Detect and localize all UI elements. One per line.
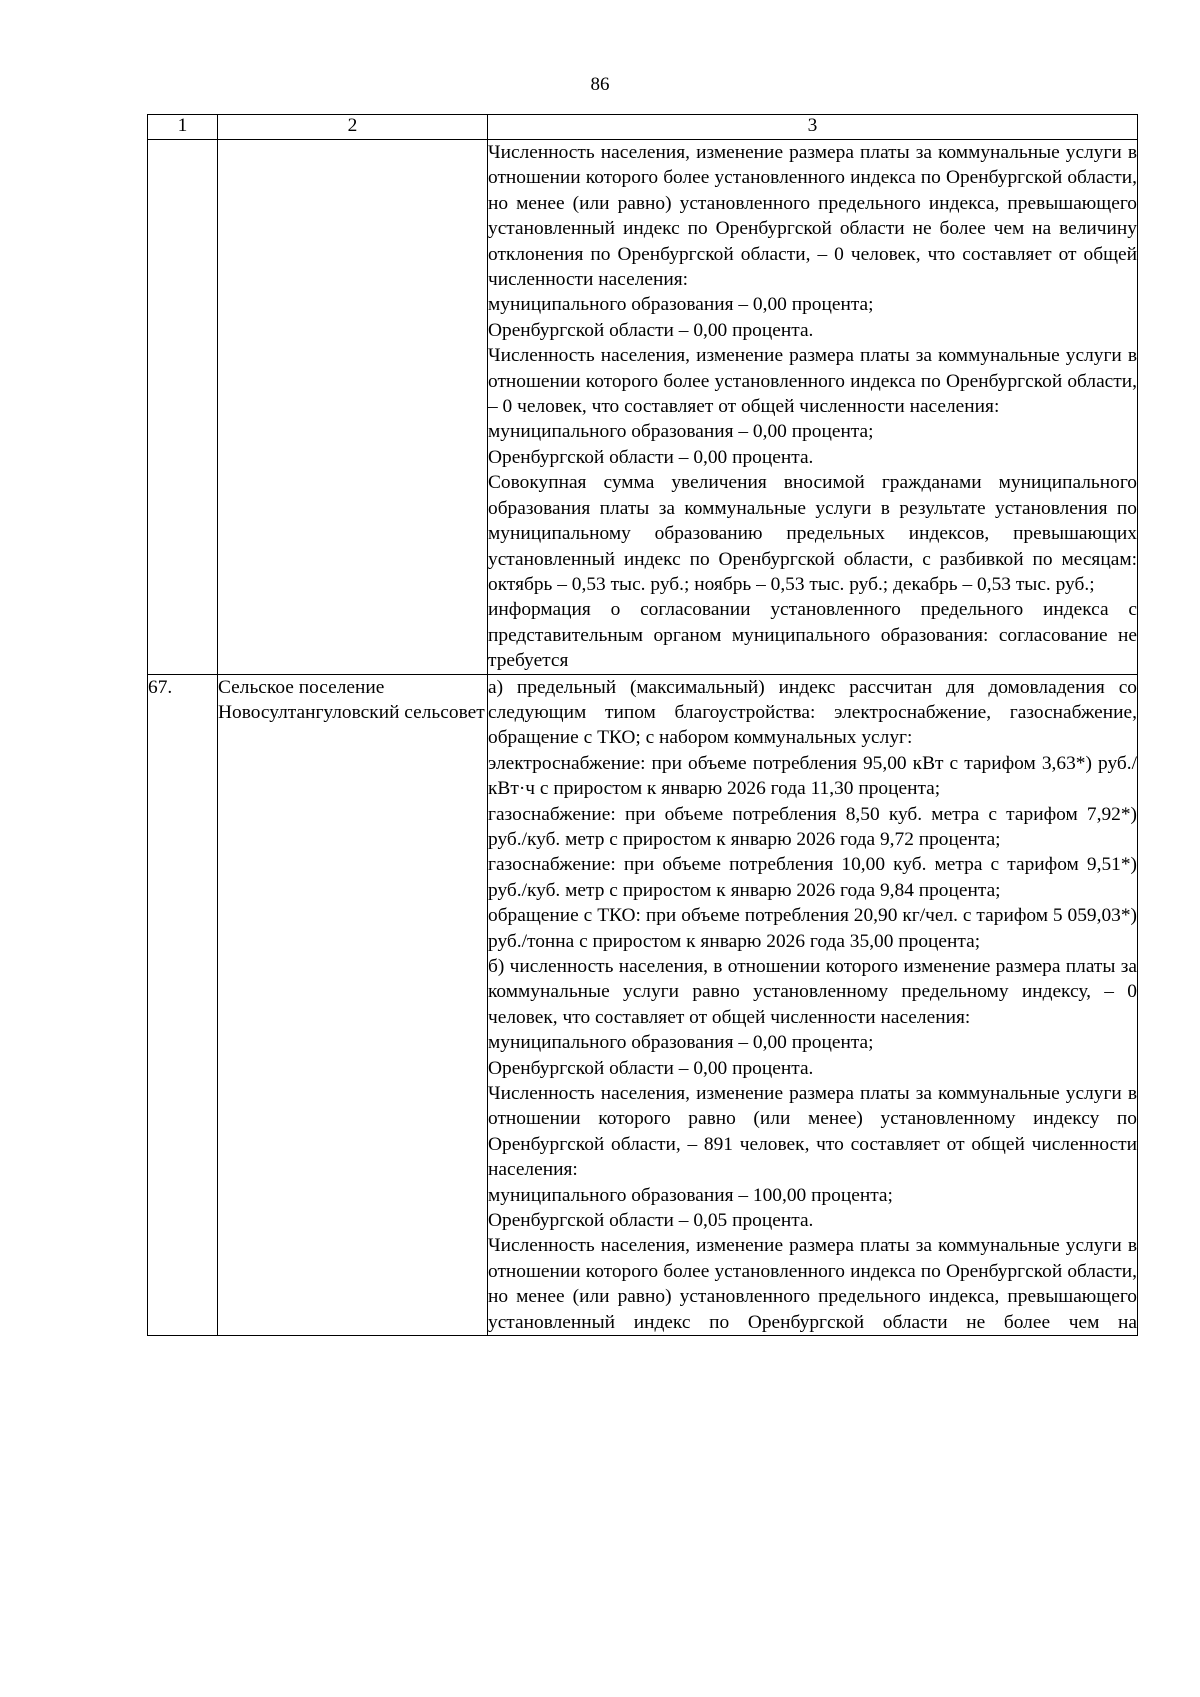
paragraph: электроснабжение: при объеме потребления 95,00 кВт с тарифом 3,63*) руб./кВт·ч с приростом к январю 2026 года 11,30 процента;	[488, 752, 1137, 800]
table-row	[148, 674, 1138, 1336]
paragraph: газоснабжение: при объеме потребления 8,50 куб. метра с тарифом 7,92*) руб./куб. метр с приростом к январю 2026 года 9,72 процента;	[488, 803, 1137, 850]
paragraph: газоснабжение: при объеме потребления 10,00 куб. метра с тарифом 9,51*) руб./куб. метр с приростом к январю 2026 года 9,84 процента;	[488, 854, 1137, 901]
paragraph: Численность населения, изменение размера платы за коммунальные услуги в отношении которого более установленного индекса по Оренбургской области, но менее (или равно) установленного предельного индекса, превышающего установленный индекс по Оренбургской области не более чем на величину отклонения по Оренбургской области, – 0 человек, что составляет от общей численности населения:	[488, 142, 1137, 291]
paragraph: а) предельный (максимальный) индекс рассчитан для домовладения со следующим типом благоустройства: электроснабжение, газоснабжение, обращение с ТКО; с набором коммунальных услуг:	[488, 676, 1137, 749]
header-col-3: 3	[488, 115, 1138, 140]
paragraph: Совокупная сумма увеличения вносимой гражданами муниципального образования платы за коммунальные услуги в результате установления по муниципальному образованию предельных индексов, превышающих установленный индекс по Оренбургской области, с разбивкой по месяцам: октябрь – 0,53 тыс. руб.; ноябрь – 0,53 тыс. руб.; декабрь – 0,53 тыс. руб.;	[488, 472, 1137, 595]
header-col-2: 2	[218, 115, 488, 140]
paragraph: Оренбургской области – 0,00 процента.	[488, 446, 814, 468]
paragraph: Численность населения, изменение размера платы за коммунальные услуги в отношении которого равно (или менее) установленному индексу по Оренбургской области, – 891 человек, что составляет от общей численности населения:	[488, 1083, 1137, 1181]
paragraph: Оренбургской области – 0,00 процента.	[488, 319, 814, 341]
header-col-1: 1	[148, 115, 218, 140]
paragraph: муниципального образования – 0,00 процента;	[488, 294, 874, 316]
row-content	[488, 674, 1138, 1336]
row-content	[488, 140, 1138, 675]
main-table	[147, 114, 1138, 1336]
row-number: 67.	[148, 674, 218, 1336]
table-header-row	[148, 115, 1138, 140]
paragraph: Численность населения, изменение размера платы за коммунальные услуги в отношении которого более установленного индекса по Оренбургской области, – 0 человек, что составляет от общей численности населения:	[488, 345, 1137, 418]
paragraph: обращение с ТКО: при объеме потребления 20,90 кг/чел. с тарифом 5 059,03*) руб./тонна с приростом к январю 2026 года 35,00 процента;	[488, 905, 1137, 952]
paragraph: б) численность населения, в отношении которого изменение размера платы за коммунальные услуги равно установленному предельному индексу, – 0 человек, что составляет от общей численности населения:	[488, 956, 1137, 1028]
paragraph: Численность населения, изменение размера платы за коммунальные услуги в отношении которого более установленного индекса по Оренбургской области, но менее (или равно) установленного предельного индекса, превышающего установленный индекс по Оренбургской области не более чем на	[488, 1235, 1137, 1333]
paragraph: информация о согласовании установленного предельного индекса с представительным органом муниципального образования: согласование не требуется	[488, 599, 1137, 672]
row-number	[148, 140, 218, 675]
municipality-name	[218, 140, 488, 675]
paragraph: муниципального образования – 0,00 процента;	[488, 421, 874, 443]
paragraph: Оренбургской области – 0,05 процента.	[488, 1210, 814, 1232]
paragraph: Оренбургской области – 0,00 процента.	[488, 1057, 814, 1079]
paragraph: муниципального образования – 100,00 процента;	[488, 1184, 893, 1206]
municipality-name: Сельское поселение Новосултангуловский сельсовет	[218, 674, 488, 1336]
table-row	[148, 140, 1138, 675]
page-number: 86	[590, 74, 610, 95]
paragraph: муниципального образования – 0,00 процента;	[488, 1032, 874, 1054]
